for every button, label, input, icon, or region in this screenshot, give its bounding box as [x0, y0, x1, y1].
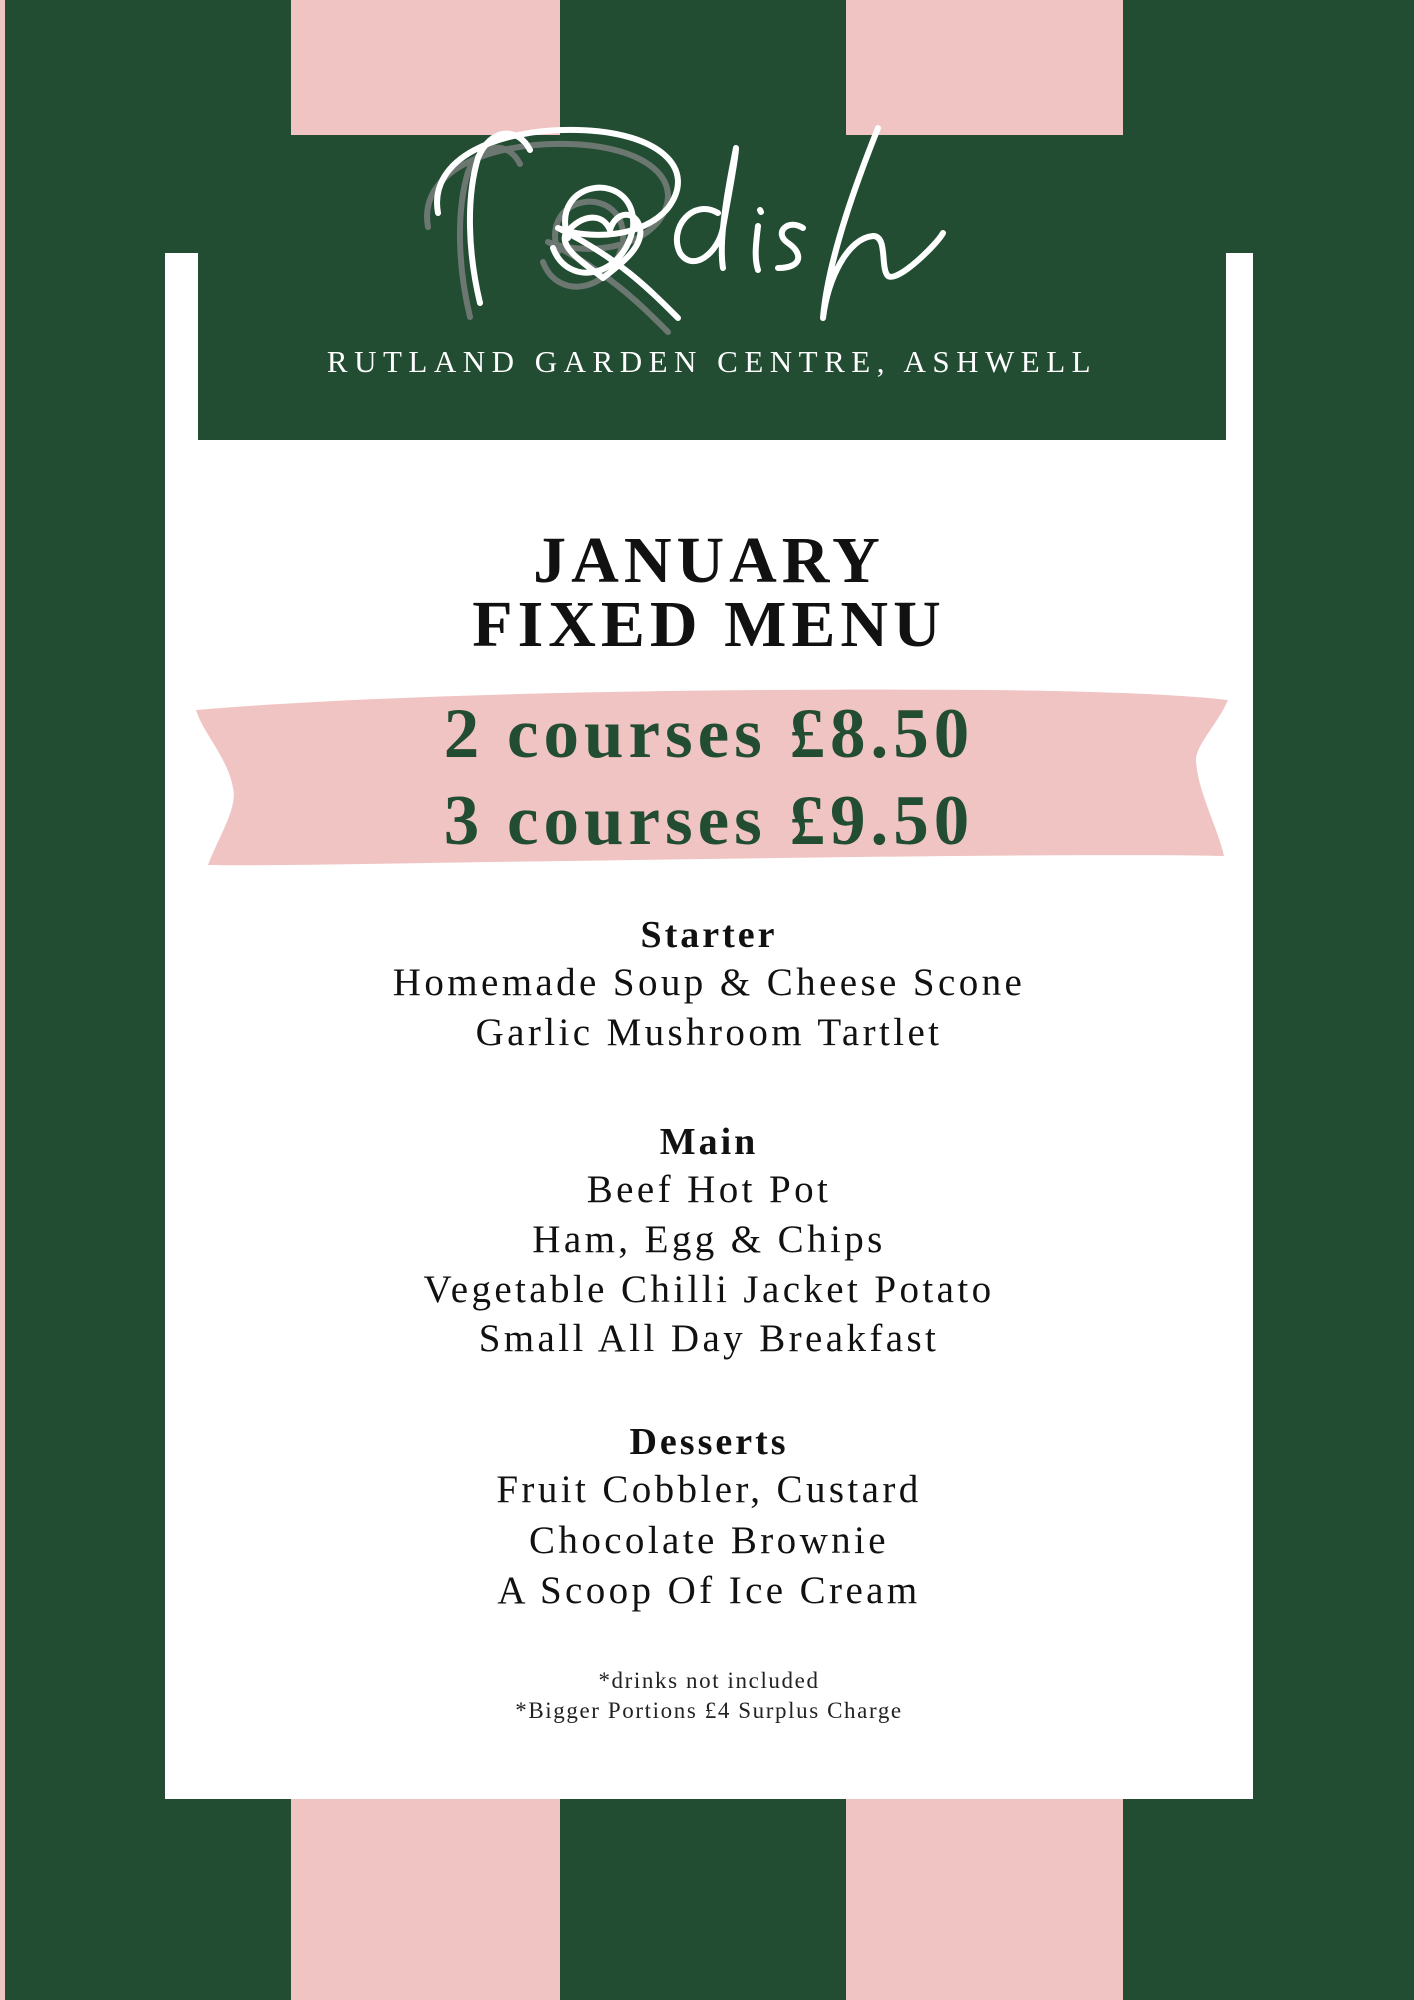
- menu-title-line-2: FIXED MENU: [472, 588, 946, 661]
- location-subtitle: RUTLAND GARDEN CENTRE, ASHWELL: [326, 344, 1098, 379]
- menu-item: Vegetable Chilli Jacket Potato: [423, 1268, 995, 1311]
- section-heading-desserts: Desserts: [629, 1421, 789, 1463]
- menu-title-line-1: JANUARY: [533, 524, 885, 597]
- footnote-drinks: *drinks not included: [598, 1668, 820, 1693]
- section-heading-main: Main: [659, 1121, 759, 1163]
- menu-item: Small All Day Breakfast: [478, 1317, 940, 1360]
- menu-item: Fruit Cobbler, Custard: [496, 1468, 922, 1511]
- section-heading-starter: Starter: [640, 914, 778, 956]
- menu-item: Garlic Mushroom Tartlet: [475, 1011, 943, 1054]
- price-three-courses: 3 courses £9.50: [443, 782, 975, 860]
- left-edge-line: [0, 0, 5, 2000]
- menu-item: Beef Hot Pot: [586, 1168, 832, 1211]
- footnote-portions: *Bigger Portions £4 Surplus Charge: [515, 1698, 903, 1723]
- radish-logo: [418, 118, 958, 343]
- menu-item: Ham, Egg & Chips: [532, 1218, 886, 1261]
- menu-item: A Scoop Of Ice Cream: [497, 1569, 921, 1612]
- menu-item: Homemade Soup & Cheese Scone: [392, 961, 1026, 1004]
- menu-item: Chocolate Brownie: [529, 1519, 889, 1562]
- price-two-courses: 2 courses £8.50: [443, 695, 975, 773]
